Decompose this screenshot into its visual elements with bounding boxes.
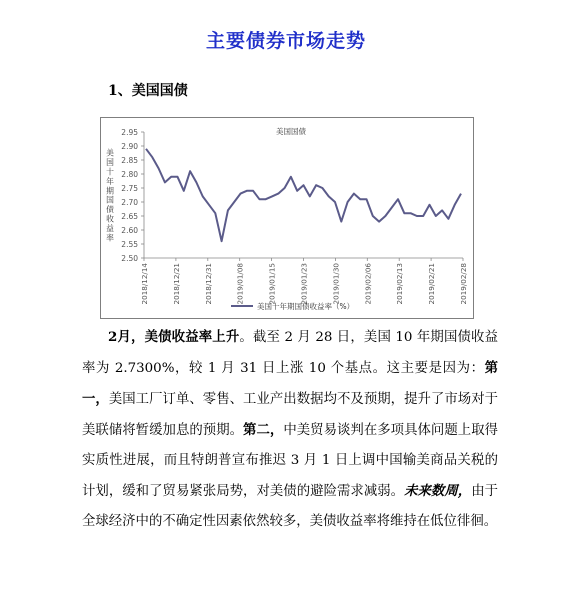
bond-yield-chart [100,117,474,319]
x-tick-label: 2019/01/08 [235,263,245,305]
series-line [146,149,461,241]
chart-svg [101,118,473,318]
text-segment-4: 由于全球经济中的不确定性因素依然较多，美债收益率将维持在低位徘徊。 [82,484,499,529]
x-tick-label: 2019/02/06 [363,263,373,305]
section-heading: 1、美国国债 [108,83,188,99]
y-tick-label: 2.60 [121,226,138,235]
x-tick-label: 2019/02/28 [459,263,468,305]
y-tick-label: 2.50 [121,254,138,263]
x-tick-label: 2019/02/13 [395,263,405,305]
y-tick-label: 2.70 [121,198,138,207]
text-segment-3: 中美贸易谈判在多项具体问题上取得实质性进展，而且特朗普宣布推迟 3 月 1 日上调中国输美商品关税的计划，缓和了贸易紧张局势，对美债的避险需求减弱。 [82,423,499,499]
text-segment-1: 。截至 2 月 28 日，美国 10 年期国债收益率为 2.7300%，较 1 月 31 日上涨 10 个基点。这主要是因为： [82,330,498,376]
y-tick-label: 2.75 [121,184,138,193]
analysis-paragraph [82,322,498,537]
x-tick-label: 2019/01/15 [267,263,277,305]
x-tick-label: 2019/02/21 [427,263,437,305]
point-two-label: 第二， [243,422,284,438]
y-tick-label: 2.55 [121,240,138,249]
x-tick-label: 2018/12/14 [140,263,149,305]
chart-title: 美国国债 [276,127,306,136]
outlook-label: 未来数周， [404,483,472,499]
page-title: 主要债券市场走势 [205,30,366,52]
legend-label: 美国十年期国债收益率（%） [257,302,355,311]
y-tick-label: 2.85 [121,156,138,165]
x-tick-label: 2019/01/23 [299,263,309,305]
point-one-label: 第一， [82,360,498,407]
y-axis-title: 美国十年期国债收益率 [106,148,114,243]
x-tick-label: 2018/12/31 [203,263,213,305]
text-segment-2: 美国工厂订单、零售、工业产出数据均不及预期，提升了市场对于美联储将暂缓加息的预期。 [82,392,499,438]
lead-statement: 2月，美债收益率上升 [108,329,240,345]
y-tick-label: 2.80 [121,170,138,179]
x-tick-label: 2018/12/21 [171,263,181,305]
analysis-text [82,322,498,537]
x-tick-label: 2019/01/30 [331,263,341,305]
y-tick-label: 2.90 [121,142,138,151]
y-tick-label: 2.65 [121,212,138,221]
y-tick-label: 2.95 [121,128,138,137]
